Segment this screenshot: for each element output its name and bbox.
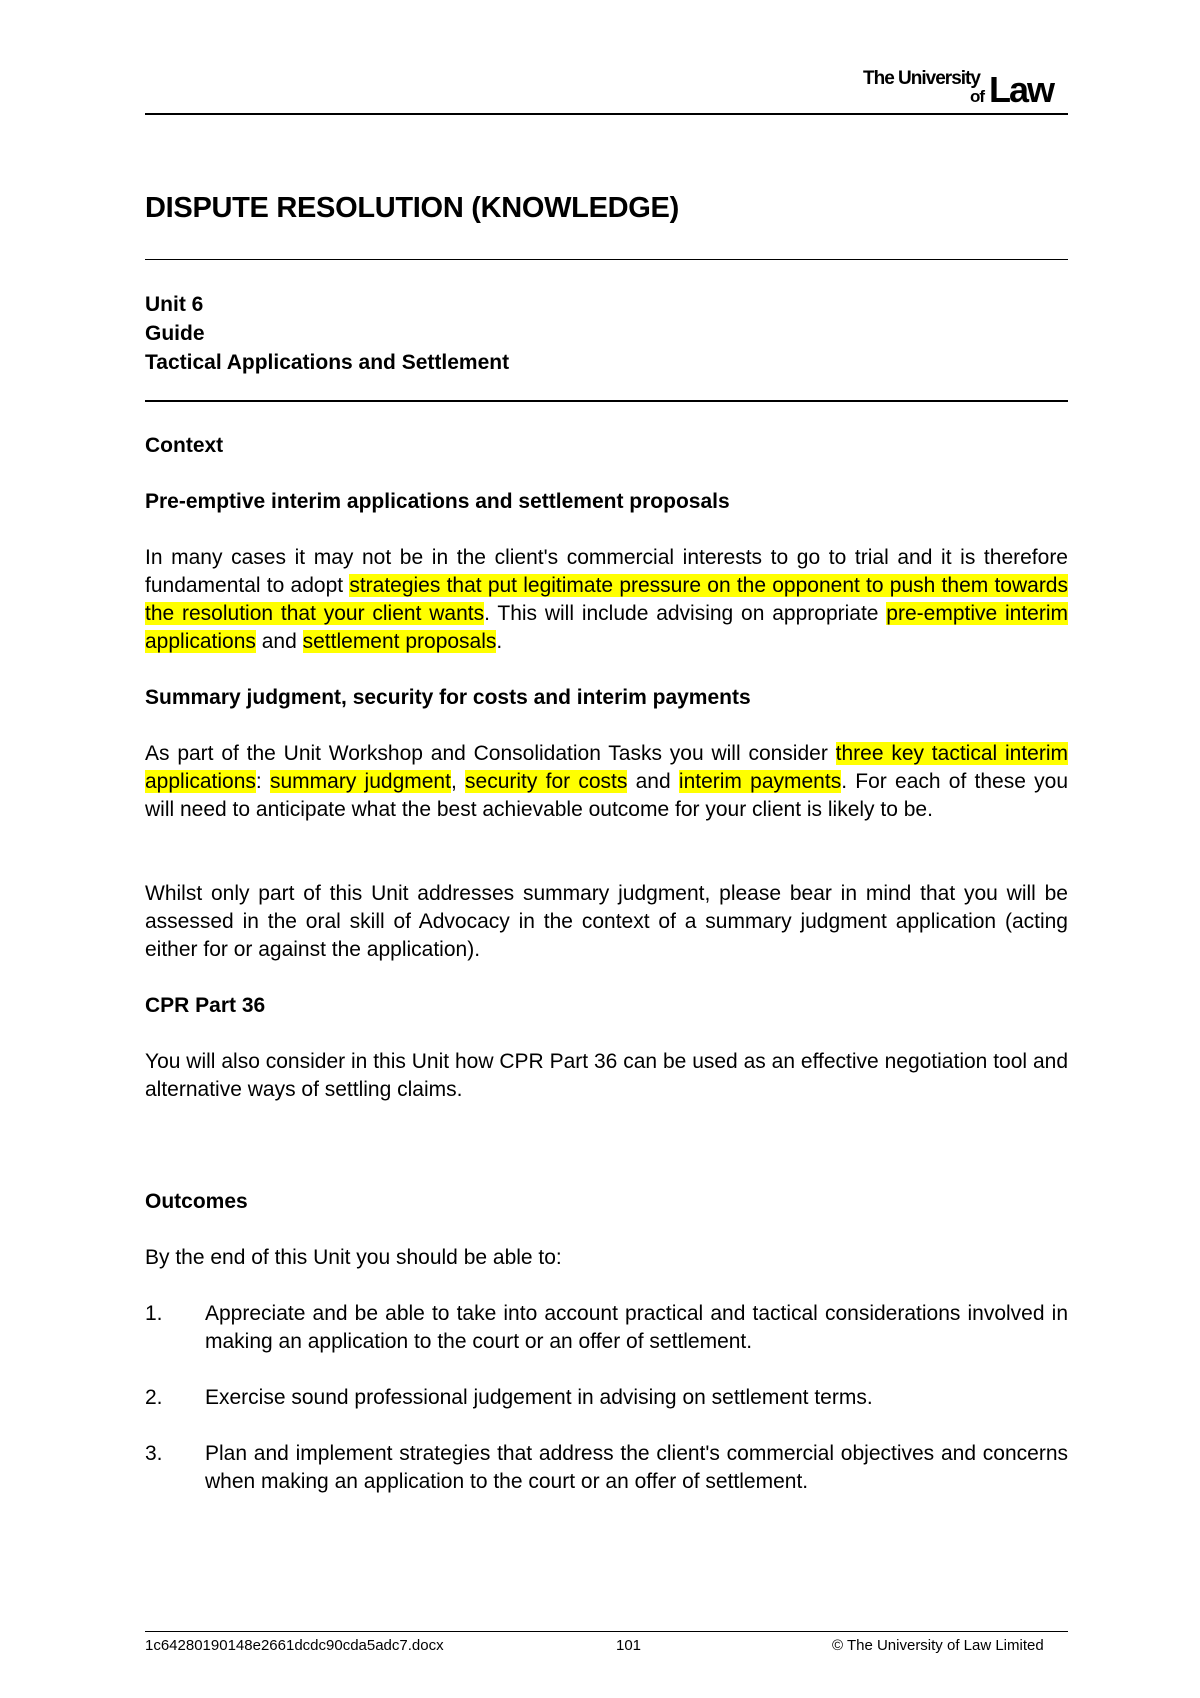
logo-line-1: The University [863,68,980,89]
highlighted-text: three key tactical interim applications [145,742,1068,793]
list-item [145,1440,1068,1496]
summary-heading: Summary judgment, security for costs and interim payments [145,686,751,709]
list-number: 3. [145,1442,163,1465]
highlighted-text: strategies that put legitimate pressure on the opponent to push them towards the resolution that your client wants [145,574,1068,625]
outcomes-heading: Outcomes [145,1190,248,1213]
cpr-paragraph: You will also consider in this Unit how CPR Part 36 can be used as an effective negotiation tool and alternative ways of settling claims. [145,1050,1068,1101]
highlighted-text: security for costs [465,770,628,793]
cpr-heading: CPR Part 36 [145,994,266,1017]
text-run: As part of the Unit Workshop and Consolidation Tasks you will consider [145,742,836,765]
list-text: Appreciate and be able to take into account practical and tactical considerations involved in making an application to the court or an offer of settlement. [205,1302,1068,1353]
summary-paragraph-2-block [145,880,1068,964]
list-number: 2. [145,1386,163,1409]
highlighted-text: settlement proposals [302,630,497,653]
document-subtitle: Tactical Applications and Settlement [145,351,510,374]
summary-paragraph-2: Whilst only part of this Unit addresses summary judgment, please bear in mind that you will be assessed in the oral skill of Advocacy in the context of a summary judgment application (acting either for or against the application). [145,882,1068,961]
document-type: Guide [145,322,205,345]
summary-paragraph-1-block [145,740,1068,824]
list-item [145,1384,1068,1412]
unit-number: Unit 6 [145,293,204,316]
text-run: and [627,770,679,793]
text-run: : [255,770,270,793]
outcomes-list [145,1300,1068,1524]
context-paragraph-block [145,544,1068,656]
logo-line-2: of [970,87,985,106]
text-run: In many cases it may not be in the client's commercial interests to go to trial and it is therefore fundamental to adopt [145,546,1068,597]
outcomes-heading-block [145,1188,1068,1216]
cpr-paragraph-block [145,1048,1068,1104]
outcomes-intro-block [145,1244,1068,1272]
university-logo [863,68,1069,108]
text-run: . [496,630,503,653]
footer-page-number: 101 [616,1637,642,1654]
list-item [145,1300,1068,1356]
logo-line-3: Law [989,69,1054,110]
footer-filename: 1c64280190148e2661dcdc90cda5adc7.docx [145,1637,444,1654]
highlighted-text: summary judgment [269,770,451,793]
context-heading-block [145,432,1068,460]
outcomes-intro: By the end of this Unit you should be able to: [145,1246,562,1269]
footer-copyright: © The University of Law Limited [832,1637,1044,1654]
context-subheading-block [145,488,1068,516]
summary-heading-block [145,684,1068,712]
highlighted-text: pre-emptive interim applications [145,602,1068,653]
context-heading: Context [145,434,224,457]
context-paragraph [145,544,1068,656]
unit-block [145,290,509,377]
cpr-heading-block [145,992,1068,1020]
document-title: DISPUTE RESOLUTION (KNOWLEDGE) [145,192,679,224]
list-text: Plan and implement strategies that address the client's commercial objectives and concerns when making an application to the court or an offer of settlement. [205,1442,1068,1493]
unit-rule [145,400,1068,402]
title-rule [145,259,1068,260]
list-number: 1. [145,1302,163,1325]
context-subheading: Pre-emptive interim applications and settlement proposals [145,490,730,513]
list-text: Exercise sound professional judgement in advising on settlement terms. [205,1386,873,1409]
header-rule [145,113,1068,115]
footer-rule [145,1631,1068,1632]
text-run: , [450,770,466,793]
text-run: and [255,630,303,653]
text-run: . This will include advising on appropriate [484,602,887,625]
summary-paragraph-1 [145,740,1068,824]
text-run: . For each of these you will need to anticipate what the best achievable outcome for your client is likely to be. [145,770,1069,821]
highlighted-text: interim payments [678,770,842,793]
